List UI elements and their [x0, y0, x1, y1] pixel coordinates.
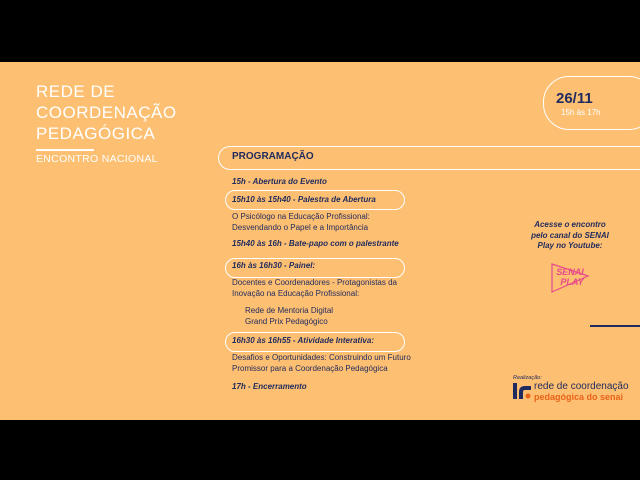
- program-item: 17h - Encerramento: [232, 382, 307, 391]
- senai-play-bottom: PLAY: [560, 277, 584, 287]
- program-item: Docentes e Coordenadores - Protagonistas da: [232, 278, 397, 287]
- access-line: Play no Youtube:: [537, 241, 603, 250]
- program-item: Inovação na Educação Profissional:: [232, 289, 360, 298]
- program-item: Promissor para a Coordenação Pedagógica: [232, 364, 388, 373]
- program-item: 15h40 às 16h - Bate-papo com o palestrante: [232, 239, 399, 248]
- rede-logo-icon: [512, 382, 532, 400]
- realizacao-line2: pedagógica do senai: [534, 392, 624, 402]
- subtitle: ENCONTRO NACIONAL: [36, 153, 158, 165]
- senai-play-top: SENAI: [556, 267, 584, 277]
- program-item: 16h às 16h30 - Painel:: [232, 261, 316, 270]
- access-text: [520, 220, 620, 252]
- right-divider: [590, 325, 640, 327]
- title-line-3: PEDAGÓGICA: [36, 124, 156, 143]
- program-subitem: Grand Prix Pedagógico: [245, 317, 328, 326]
- access-line: Acesse o encontro: [534, 220, 606, 229]
- program-item: Desafios e Oportunidades: Construindo um Futuro: [232, 353, 411, 362]
- program-item: 16h30 às 16h55 - Atividade Interativa:: [232, 336, 374, 345]
- program-item: 15h10 às 15h40 - Palestra de Abertura: [232, 195, 376, 204]
- program-item: 15h - Abertura do Evento: [232, 177, 327, 186]
- program-item: O Psicólogo na Educação Profissional:: [232, 212, 370, 221]
- access-line: pelo canal do SENAI: [531, 230, 609, 240]
- title-line-1: REDE DE: [36, 82, 116, 101]
- program-item: Desvendando o Papel e a Importância: [232, 223, 369, 232]
- realizacao-line1: rede de coordenação: [534, 381, 629, 392]
- realizacao-label: Realização:: [513, 375, 542, 381]
- event-time: 15h às 17h: [561, 108, 601, 117]
- program-subitem: Rede de Mentoria Digital: [245, 306, 334, 315]
- title-divider: [36, 149, 94, 151]
- event-banner: [0, 62, 640, 420]
- title-line-2: COORDENAÇÃO: [36, 103, 177, 122]
- program-title: PROGRAMAÇÃO: [232, 151, 314, 162]
- event-date: 26/11: [556, 90, 593, 107]
- senai-play-logo[interactable]: [548, 262, 592, 294]
